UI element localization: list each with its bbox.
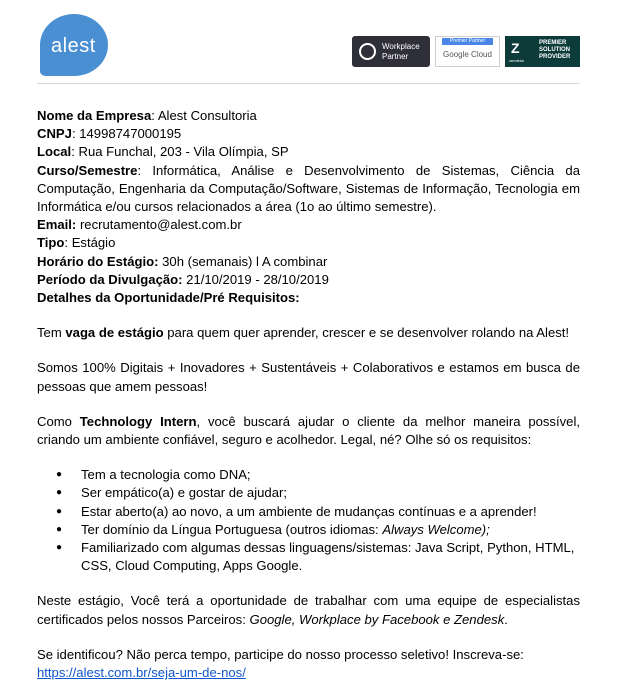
google-premier-label: Premier Partner	[442, 38, 493, 45]
field-hours: Horário do Estágio: 30h (semanais) l A combinar	[37, 253, 328, 269]
zendesk-icon: Z	[511, 40, 520, 56]
header-divider	[37, 83, 580, 84]
requirements-list	[37, 466, 580, 575]
paragraph-como: Como Technology Intern, você buscará ajudar o cliente da melhor maneira possível, criando um ambiente confiável, seguro e acolhedor. Legal, né? Olhe só os requisitos:	[37, 413, 580, 448]
field-period: Período da Divulgação: 21/10/2019 - 28/10/2019	[37, 271, 329, 287]
list-item: ● Tem a tecnologia como DNA;	[81, 466, 580, 484]
workplace-line1: Workplace	[382, 42, 420, 51]
alest-logo	[40, 14, 108, 76]
paragraph-estagio: Neste estágio, Você terá a oportunidade de trabalhar com uma equipe de especialistas certificados pelos nossos Parceiros: Google, Workplace by Facebook e Zendesk.	[37, 593, 580, 627]
job-posting	[37, 107, 580, 682]
list-item: ● Ter domínio da Língua Portuguesa (outros idiomas: Always Welcome);	[81, 521, 580, 539]
field-email: Email: recrutamento@alest.com.br	[37, 217, 242, 233]
field-company: Nome da Empresa: Alest Consultoria	[37, 108, 257, 123]
field-type: Tipo: Estágio	[37, 235, 116, 251]
link-line	[37, 664, 580, 682]
list-item: ● Estar aberto(a) ao novo, a um ambiente de mudanças contínuas e a aprender!	[81, 503, 580, 521]
logo-text: alest	[51, 35, 96, 57]
zendesk-line1: PREMIER	[539, 40, 567, 46]
workplace-icon	[359, 43, 376, 60]
paragraph-vaga: Tem vaga de estágio para quem quer aprender, crescer e se desenvolver rolando na Alest!	[37, 325, 570, 341]
field-cnpj: CNPJ: 14998747000195	[37, 126, 182, 142]
list-item: ● Familiarizado com algumas dessas linguagens/sistemas: Java Script, Python, HTML, CSS, Cloud Computing, Apps Google.	[81, 539, 580, 575]
zendesk-line2: SOLUTION	[539, 47, 570, 53]
google-cloud-label: Google Cloud	[443, 50, 492, 59]
workplace-line2: Partner	[382, 52, 409, 61]
zendesk-wordmark: zendesk	[509, 58, 524, 63]
field-course: Curso/Semestre: Informática, Análise e Desenvolvimento de Sistemas, Ciência da Computação, Engenharia da Computação/Software, Sistemas de Informação, Tecnologia em Informática e/ou cursos relacionados a área (1o ao último semestre).	[37, 162, 580, 215]
paragraph-somos: Somos 100% Digitais + Inovadores + Sustentáveis + Colaborativos e estamos em busca de pessoas que amem pessoas!	[37, 360, 580, 394]
list-item: ● Ser empático(a) e gostar de ajudar;	[81, 484, 580, 502]
zendesk-badge	[505, 36, 580, 67]
workplace-partner-badge	[352, 36, 430, 67]
apply-link[interactable]: https://alest.com.br/seja-um-de-nos/	[37, 665, 246, 681]
google-cloud-badge	[435, 36, 500, 67]
field-location: Local: Rua Funchal, 203 - Vila Olímpia, SP	[37, 144, 289, 160]
zendesk-line3: PROVIDER	[539, 54, 571, 60]
paragraph-inscreva: Se identificou? Não perca tempo, participe do nosso processo seletivo! Inscreva-se:	[37, 646, 524, 662]
field-details: Detalhes da Oportunidade/Pré Requisitos:	[37, 290, 300, 306]
